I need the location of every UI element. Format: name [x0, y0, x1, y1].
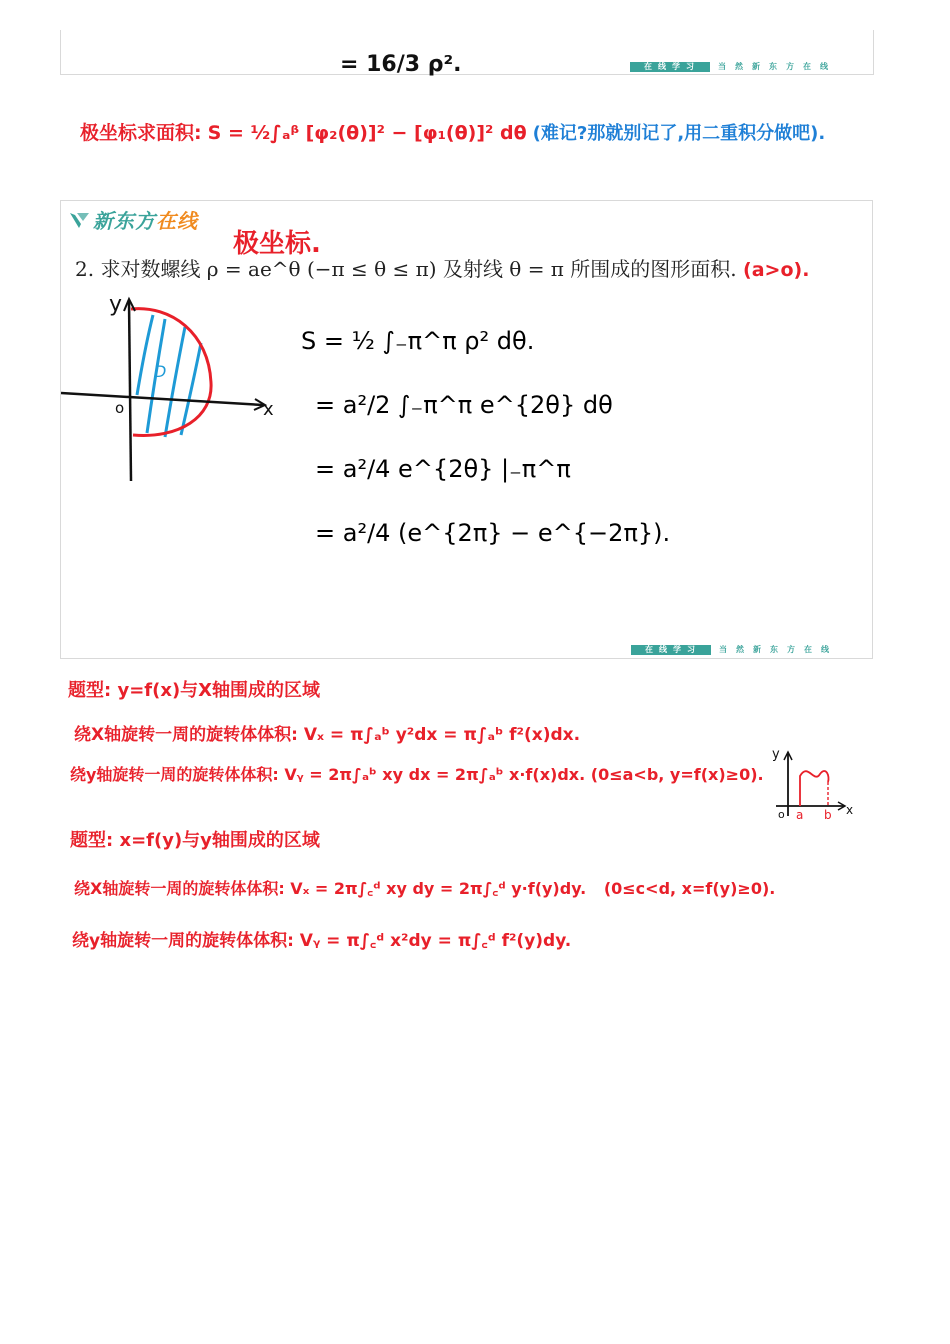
spiral-graph: [61, 287, 291, 487]
polar-area-formula: [80, 118, 825, 145]
graph-y-label: y: [109, 292, 123, 317]
section-y-rot-x-formula: 绕X轴旋转一周的旋转体体积: Vₓ = 2π∫꜀ᵈ xy dy = 2π∫꜀ᵈ y·f(y)dy.: [74, 879, 587, 898]
problem-condition: (a>o).: [743, 259, 810, 281]
problem-statement: [75, 253, 809, 282]
section-y-rot-x-condition: (0≤c<d, x=f(y)≥0).: [603, 879, 776, 898]
y-axis: [129, 301, 131, 481]
footer-tag: 在线学习: [630, 62, 710, 72]
sketch-curve: [800, 771, 829, 806]
top-footer-bar: [630, 62, 837, 72]
footer-tag: 在线学习: [631, 645, 711, 655]
brand-logo: [67, 205, 198, 234]
previous-formula-fragment: = 16/3 ρ².: [340, 52, 462, 77]
section-y-rot-x: [74, 876, 775, 899]
graph-x-label: x: [263, 399, 274, 420]
logo-main-text: 新东方: [93, 209, 156, 233]
footer-slogan: 当然新东方在线: [719, 645, 838, 654]
polar-area-label: 极坐标求面积:: [80, 122, 202, 144]
logo-mark-icon: [67, 209, 93, 231]
spiral-curve: [131, 309, 211, 436]
sketch-y-label: y: [772, 747, 780, 762]
logo-accent-text: 在线: [156, 209, 198, 233]
solution-step-3: = a²/4 e^{2θ} |₋π^π: [315, 455, 571, 483]
section-y-rot-y: 绕y轴旋转一周的旋转体体积: Vᵧ = π∫꜀ᵈ x²dy = π∫꜀ᵈ f²(y)dy.: [72, 931, 572, 951]
slide-footer-bar: [631, 645, 838, 655]
solution-step-4: = a²/4 (e^{2π} − e^{−2π}).: [315, 519, 671, 547]
section-x-rot-x: 绕X轴旋转一周的旋转体体积: Vₓ = π∫ₐᵇ y²dx = π∫ₐᵇ f²(x)dx.: [74, 725, 581, 745]
footer-slogan: 当然新东方在线: [718, 62, 837, 71]
polar-area-expression: S = ½∫ₐᵝ [φ₂(θ)]² − [φ₁(θ)]² dθ: [207, 122, 527, 144]
section-x-rot-y: 绕y轴旋转一周的旋转体体积: Vᵧ = 2π∫ₐᵇ xy dx = 2π∫ₐᵇ x·f(x)dx. (0≤a<b, y=f(x)≥0).: [70, 765, 764, 784]
polar-area-note: (难记?那就别记了,用二重积分做吧).: [532, 123, 826, 144]
solution-step-2: = a²/2 ∫₋π^π e^{2θ} dθ: [315, 391, 613, 419]
graph-origin-label: o: [115, 399, 125, 417]
x-axis: [61, 393, 263, 405]
section-y-title: 题型: x=f(y)与y轴围成的区域: [70, 830, 320, 851]
solution-steps: [301, 309, 670, 565]
solution-step-1: S = ½ ∫₋π^π ρ² dθ.: [301, 327, 535, 355]
sketch-x-label: x: [846, 803, 854, 817]
section-x-title: 题型: y=f(x)与X轴围成的区域: [68, 680, 321, 701]
sketch-origin-label: o: [778, 808, 785, 821]
sketch-b-label: b: [824, 808, 832, 822]
problem-slide: [60, 200, 873, 659]
sketch-a-label: a: [796, 808, 804, 822]
shell-method-sketch: [770, 746, 856, 822]
polar-annotation: 极坐标.: [233, 229, 321, 259]
graph-region-label: D: [154, 362, 167, 381]
problem-text: 2. 求对数螺线 ρ = ae^θ (−π ≤ θ ≤ π) 及射线 θ = π 所围成的图形面积.: [75, 257, 737, 281]
